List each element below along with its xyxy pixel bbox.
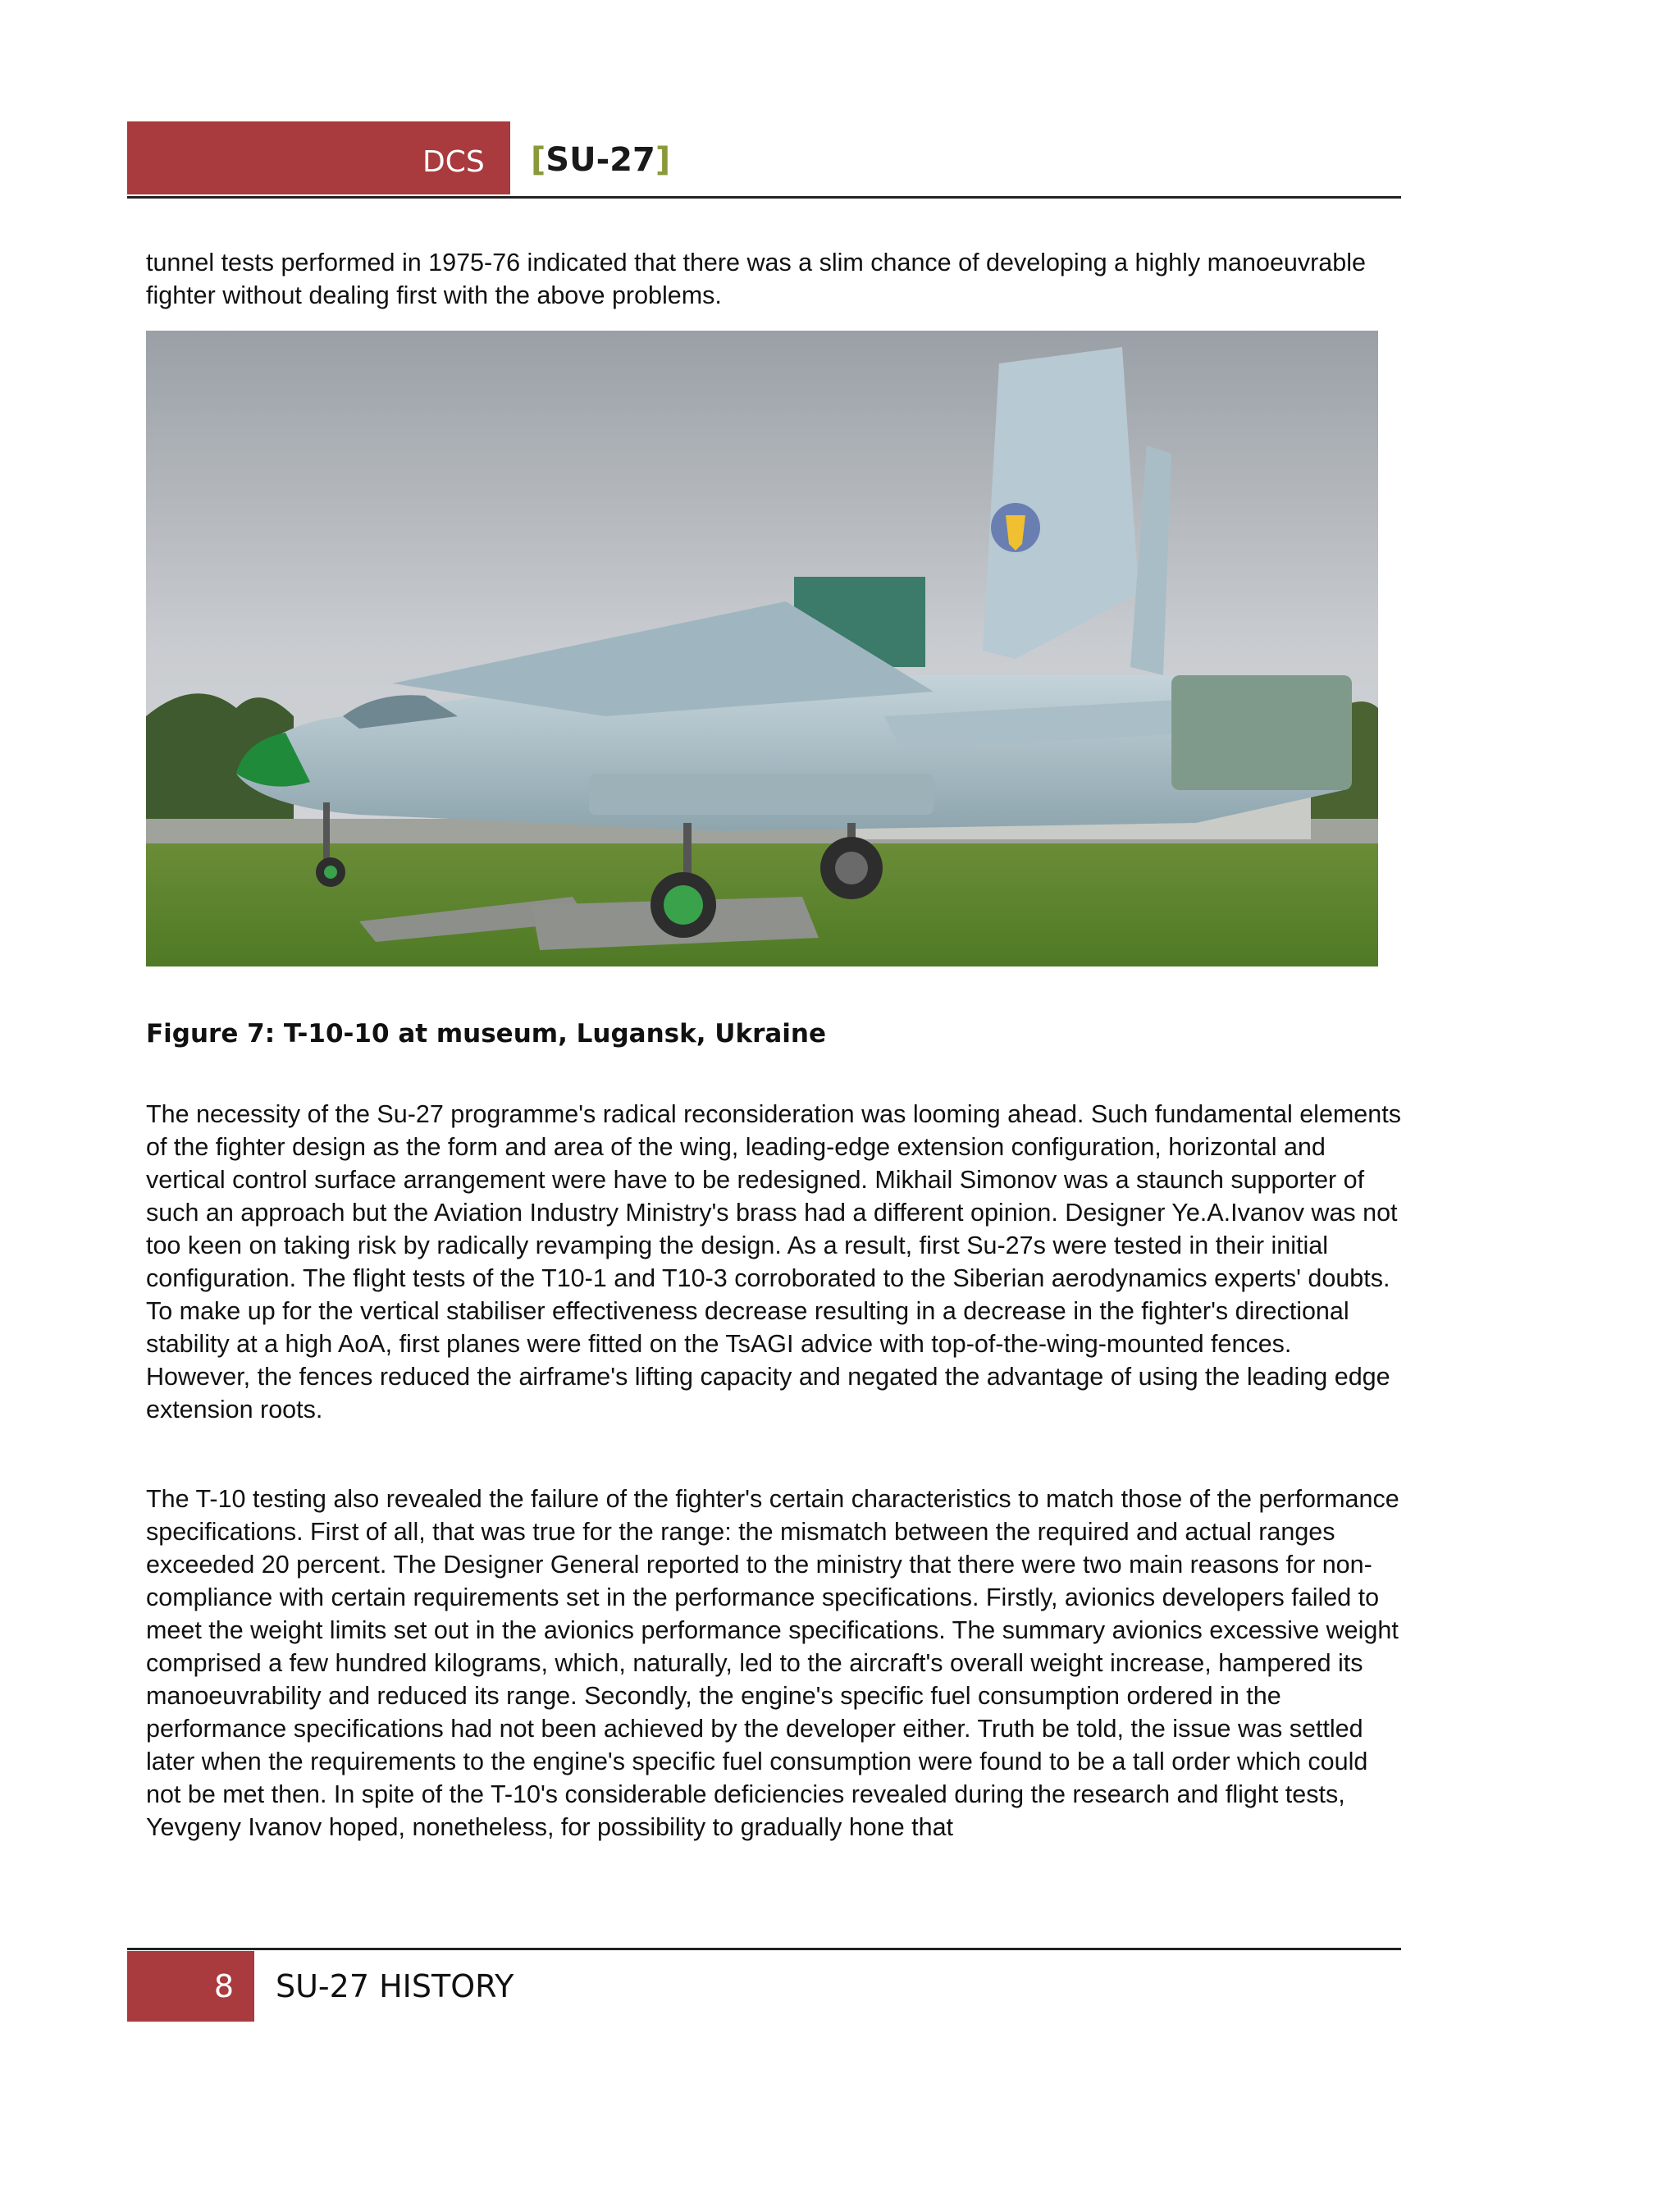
header-bracket-close: ] xyxy=(655,141,671,179)
header-dcs-label: DCS xyxy=(422,145,485,179)
page-number: 8 xyxy=(213,1968,234,2004)
header-bracket-open: [ xyxy=(531,141,546,179)
footer-rule xyxy=(127,1948,1401,1950)
body-paragraph-1: The necessity of the Su-27 programme's radical reconsideration was looming ahead. Such fundamental elements of the fighter design as the form and area of the wing, leading-edge extension configuration, horizontal and vertical control surface arrangement were have to be redesigned. Mikhail Simonov was a staunch supporter of such an approach but the Aviation Industry Ministry's brass had a different opinion. Designer Ye.A.Ivanov was not too keen on taking risk by radically revamping the design. As a result, first Su-27s were tested in their initial configuration. The flight tests of the T10-1 and T10-3 corroborated to the Siberian aerodynamics experts' doubts. To make up for the vertical stabiliser effectiveness decrease resulting in a decrease in the fighter's directional stability at a high AoA, first planes were fitted on the TsAGI advice with top-of-the-wing-mounted fences. However, the fences reduced the airframe's lifting capacity and negated the advantage of using the leading edge extension roots. xyxy=(146,1100,1401,1423)
body-paragraph-2: The T-10 testing also revealed the failure of the fighter's certain characteristics to match those of the performance specifications. First of all, that was true for the range: the mismatch between the required and actual ranges exceeded 20 percent. The Designer General reported to the ministry that there were two main reasons for non-compliance with certain requirements set in the performance specifications. Firstly, avionics developers failed to meet the weight limits set out in the avionics performance specifications. The summary avionics excessive weight comprised a few hundred kilograms, which, naturally, led to the aircraft's overall weight increase, hampered its manoeuvrability and reduced its range. Secondly, the engine's specific fuel consumption ordered in the performance specifications had not been achieved by the developer either. Truth be told, the issue was settled later when the requirements to the engine's specific fuel consumption were found to be a tall order which could not be met then. In spite of the T-10's considerable deficiencies revealed during the research and flight tests, Yevgeny Ivanov hoped, nonetheless, for possibility to gradually hone that xyxy=(146,1485,1399,1841)
header-title-text: SU-27 xyxy=(546,141,655,179)
aircraft-photo xyxy=(146,331,1378,966)
header-title xyxy=(531,135,670,185)
figure-caption: Figure 7: T-10-10 at museum, Lugansk, Ukraine xyxy=(146,1019,826,1049)
intro-paragraph: tunnel tests performed in 1975-76 indicated that there was a slim chance of developing a highly manoeuvrable fighter without dealing first with the above problems. xyxy=(146,249,1366,309)
header-rule xyxy=(127,196,1401,199)
footer-section-title: SU-27 HISTORY xyxy=(276,1968,514,2004)
